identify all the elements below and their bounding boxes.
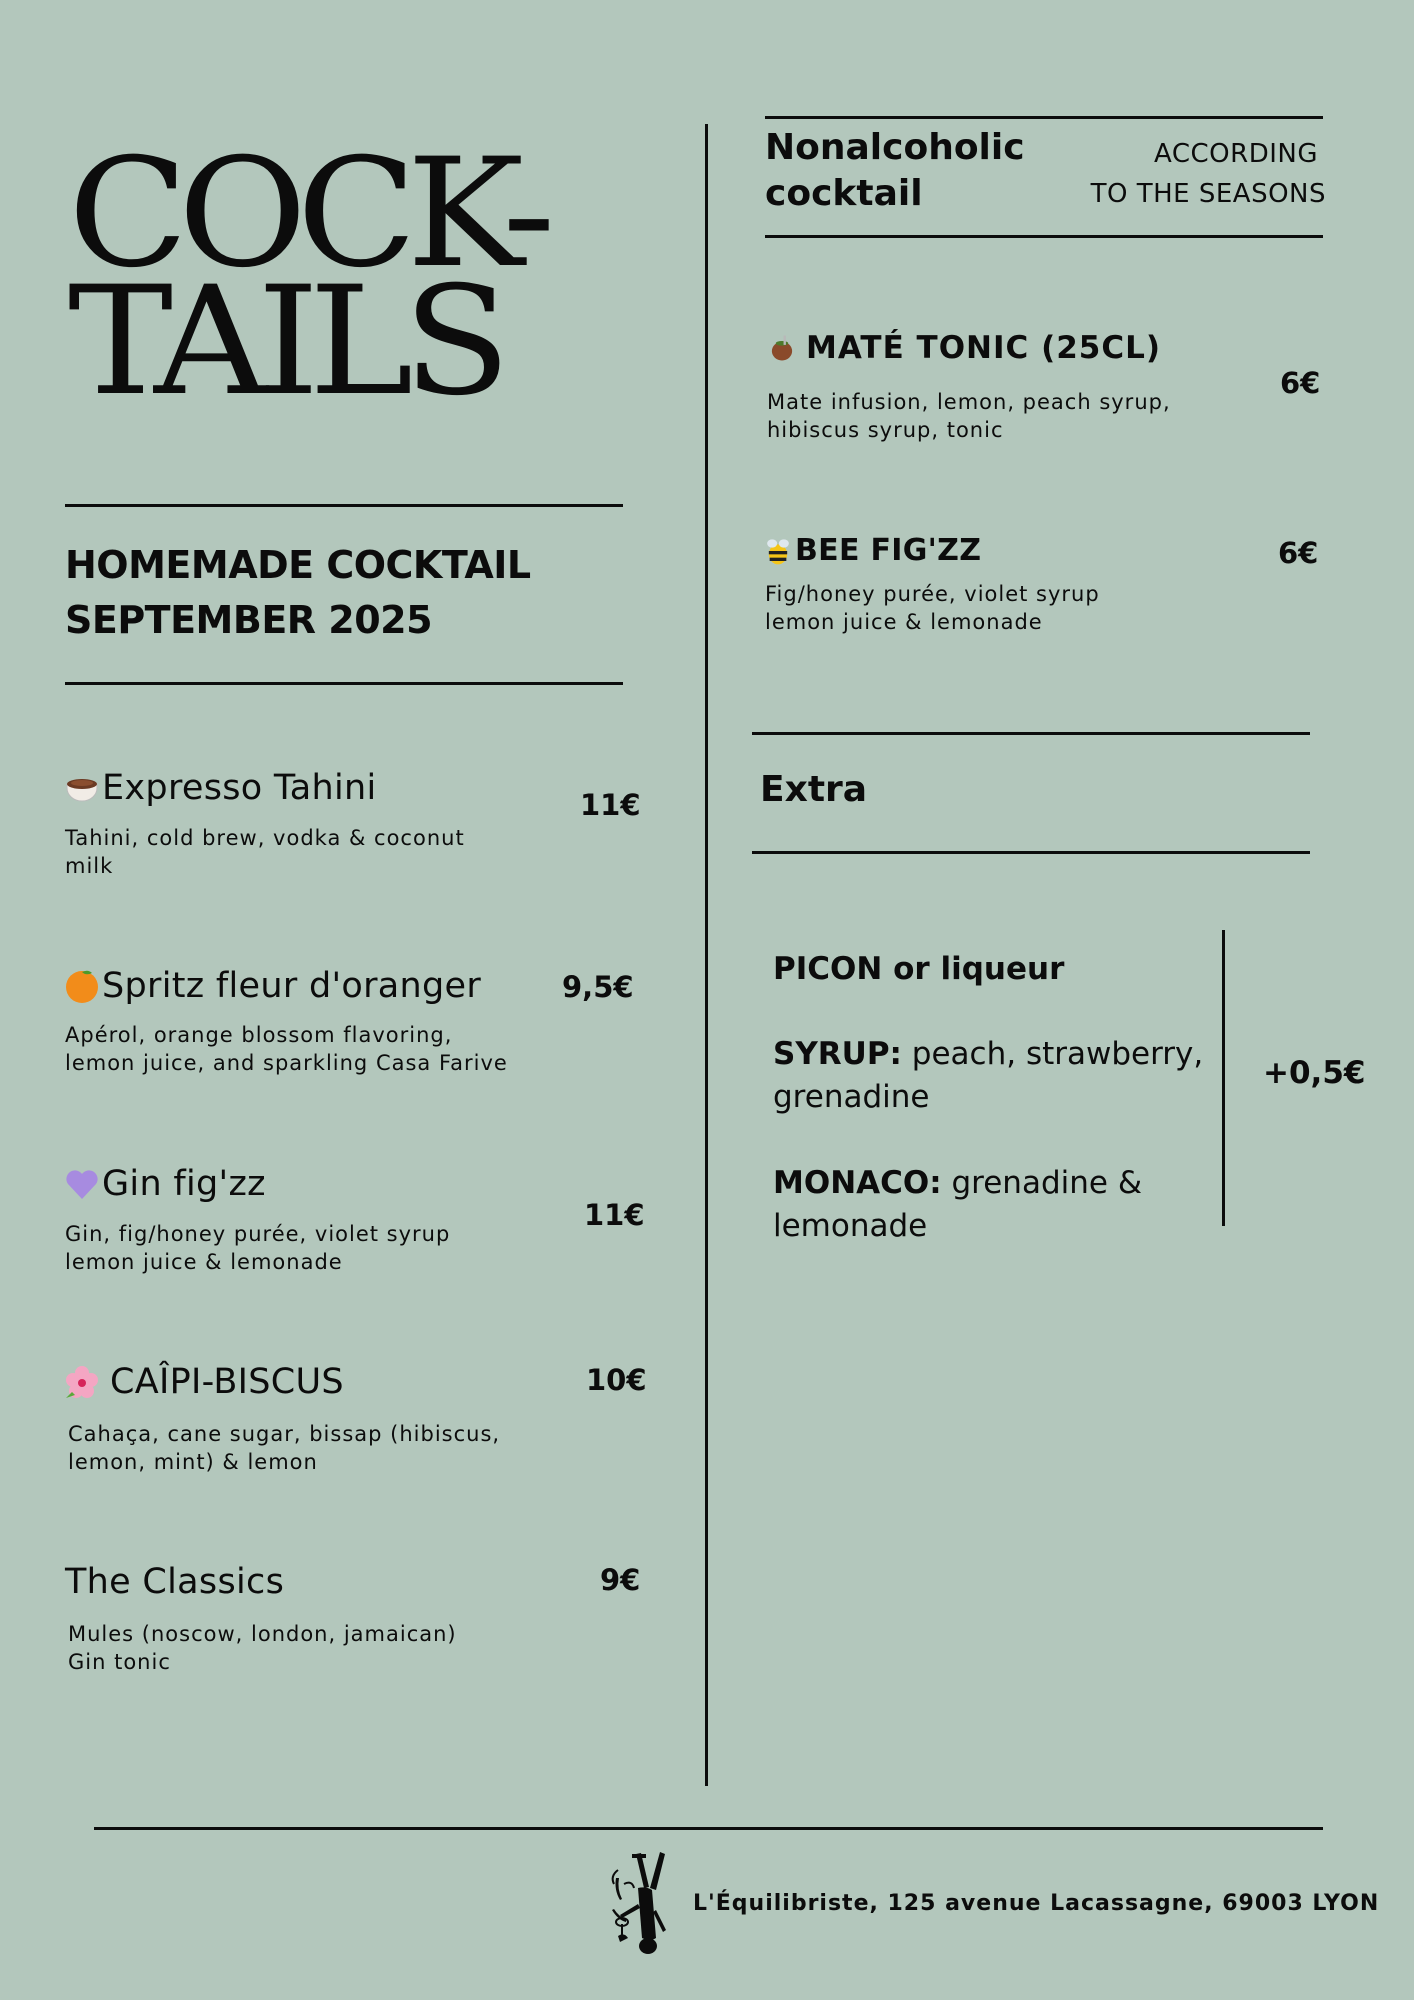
item-description (765, 580, 1100, 636)
homemade-heading-line2: SEPTEMBER 2025 (65, 598, 433, 642)
seasonal-note-line2: TO THE SEASONS (1090, 179, 1326, 209)
homemade-heading-line1: HOMEMADE COCKTAIL (65, 543, 531, 587)
seasonal-note (1091, 134, 1326, 214)
cocktail-item-name (64, 768, 377, 808)
item-price: 9,5€ (562, 970, 634, 1004)
footer-divider (94, 1827, 1323, 1830)
desc-line: lemon juice, and sparkling Casa Farive (65, 1051, 508, 1075)
mate-gourd-icon (768, 334, 796, 362)
divider (752, 851, 1310, 854)
desc-line: Apérol, orange blossom flavoring, (65, 1023, 453, 1047)
item-name-text: Expresso Tahini (102, 768, 377, 808)
orange-icon (64, 968, 100, 1004)
item-price: 10€ (586, 1363, 647, 1397)
divider (765, 235, 1323, 238)
mocktail-item-name (768, 330, 1161, 366)
seasonal-note-line1: ACCORDING (1154, 139, 1318, 169)
acrobat-logo-icon (602, 1848, 668, 1964)
divider (765, 116, 1323, 119)
item-name-text: CAÎPI-BISCUS (110, 1362, 344, 1402)
item-name-text: BEE FIG'ZZ (795, 533, 982, 568)
desc-line: Gin, fig/honey purée, violet syrup (65, 1222, 451, 1246)
nonalcoholic-heading (765, 125, 1025, 217)
desc-line: Cahaça, cane sugar, bissap (hibiscus, (68, 1422, 501, 1446)
cocktail-item-name (65, 1562, 284, 1602)
desc-line: hibiscus syrup, tonic (767, 418, 1004, 442)
extra-option-label: PICON or liqueur (773, 951, 1065, 987)
divider (65, 682, 623, 685)
extra-heading: Extra (760, 769, 868, 810)
desc-line: lemon, mint) & lemon (68, 1450, 318, 1474)
extra-option (773, 1162, 1203, 1205)
extra-option (773, 948, 1203, 991)
cocktail-item-name (64, 1164, 266, 1204)
coffee-cup-icon (64, 770, 100, 806)
extra-divider (1222, 930, 1225, 1226)
desc-line: Mate infusion, lemon, peach syrup, (767, 390, 1171, 414)
extra-option-text: peach, strawberry, (901, 1036, 1204, 1072)
item-name-text: The Classics (65, 1562, 285, 1602)
extra-option (773, 1205, 1203, 1248)
extra-option (773, 1076, 1203, 1119)
bee-icon (763, 536, 793, 566)
menu-title (68, 127, 546, 429)
item-price: 9€ (600, 1563, 641, 1597)
nonalcoholic-heading-line1: Nonalcoholic (765, 127, 1025, 168)
extra-option-text: grenadine & (941, 1165, 1142, 1201)
item-description (65, 1220, 450, 1276)
extra-option-text: lemonade (773, 1208, 928, 1244)
column-divider (705, 124, 708, 1786)
extra-option (773, 1033, 1203, 1076)
divider (65, 504, 623, 507)
footer-address: L'Équilibriste, 125 avenue Lacassagne, 69003 LYON (693, 1891, 1380, 1916)
desc-line: lemon juice & lemonade (765, 610, 1043, 634)
desc-line: milk (65, 854, 114, 878)
extra-option-label: MONACO: (773, 1165, 942, 1201)
item-price: 11€ (584, 1198, 645, 1232)
item-description (65, 1021, 508, 1077)
homemade-heading (65, 538, 531, 648)
item-description (65, 824, 465, 880)
desc-line: Gin tonic (68, 1650, 171, 1674)
cocktail-item-name (64, 1362, 344, 1402)
item-price: 6€ (1278, 536, 1319, 570)
mocktail-item-name (763, 533, 981, 568)
item-description (767, 388, 1171, 444)
item-description (68, 1420, 500, 1476)
purple-heart-icon (64, 1166, 100, 1202)
extra-price: +0,5€ (1263, 1055, 1366, 1091)
item-name-text: Spritz fleur d'oranger (102, 966, 482, 1006)
cocktail-item-name (64, 966, 481, 1006)
item-name-text: Gin fig'zz (102, 1164, 266, 1204)
extra-option-text: grenadine (773, 1079, 930, 1115)
desc-line: lemon juice & lemonade (65, 1250, 343, 1274)
item-price: 11€ (580, 788, 641, 822)
desc-line: Tahini, cold brew, vodka & coconut (65, 826, 465, 850)
divider (752, 732, 1310, 735)
extra-options (773, 948, 1203, 1248)
desc-line: Fig/honey purée, violet syrup (765, 582, 1100, 606)
item-price: 6€ (1280, 366, 1321, 400)
item-name-text: MATÉ TONIC (25CL) (806, 330, 1162, 366)
extra-option-label: SYRUP: (773, 1036, 902, 1072)
item-description (68, 1620, 457, 1676)
desc-line: Mules (noscow, london, jamaican) (68, 1622, 457, 1646)
nonalcoholic-heading-line2: cocktail (765, 173, 923, 214)
menu-title-line2: TAILS (68, 255, 501, 429)
hibiscus-icon (64, 1364, 100, 1400)
menu-title-line1: COCK- (68, 127, 546, 301)
